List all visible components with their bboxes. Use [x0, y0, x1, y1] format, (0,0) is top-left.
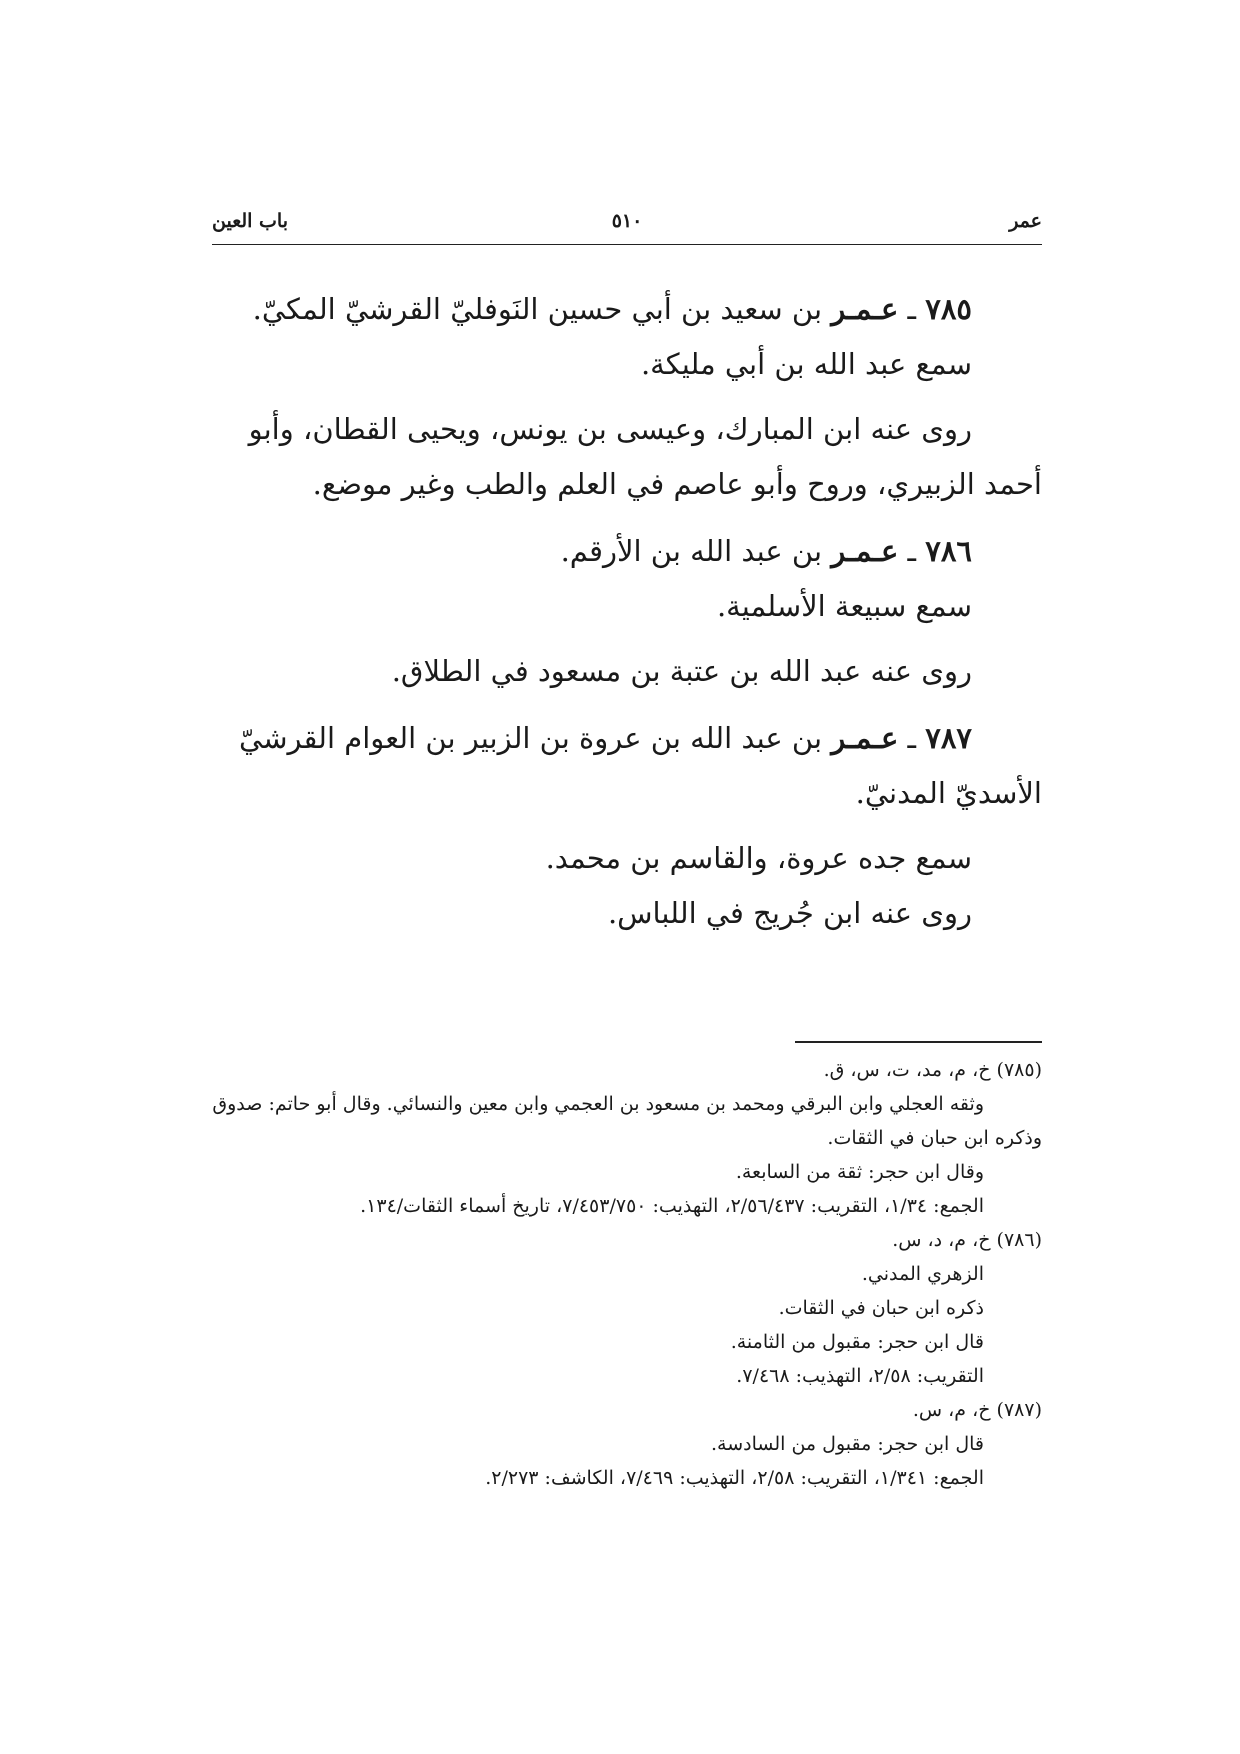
entry-heading: ٧٨٥ ـ عـمـر بن سعيد بن أبي حسين النَوفليّ القرشيّ المكيّ. — [252, 292, 972, 326]
entry-785 — [212, 282, 1042, 512]
header-section-name: عمر — [1009, 210, 1042, 232]
footnote-codes: خ، م، مد، ت، س، ق. — [823, 1059, 991, 1081]
footnote-heading — [212, 1053, 1042, 1087]
footnote-heading — [212, 1393, 1042, 1427]
entry-heading: ٧٨٦ ـ عـمـر بن عبد الله بن الأرقم. — [560, 534, 972, 568]
entry-name: عـمـر — [831, 721, 899, 755]
entry-line: بن عبد الله بن الأرقم. — [560, 534, 823, 568]
footnote-ref: (٧٨٥) — [996, 1059, 1042, 1081]
footnote-codes: خ، م، د، س. — [892, 1229, 991, 1251]
entry-line: سمع عبد الله بن أبي مليكة. — [640, 347, 972, 381]
footnote-line: قال ابن حجر: مقبول من الثامنة. — [730, 1331, 984, 1353]
entry-heading: ٧٨٧ ـ عـمـر بن عبد الله بن عروة بن الزبير بن العوام القرشيّ الأسديّ المدنيّ. — [239, 721, 1042, 810]
footnote-line: وثقه العجلي وابن البرقي ومحمد بن مسعود بن العجمي وابن معين والنسائي. وقال أبو حاتم: صدوق وذكره ابن حبان في الثقات. — [212, 1093, 1042, 1149]
entry-number: ٧٨٥ — [925, 292, 972, 326]
entry-line: روى عنه عبد الله بن عتبة بن مسعود في الطلاق. — [391, 654, 972, 688]
main-text — [212, 282, 1042, 953]
footnote-divider — [795, 1041, 1042, 1043]
entry-number: ٧٨٦ — [925, 534, 972, 568]
footnote-786 — [212, 1223, 1042, 1393]
footnote-line: قال ابن حجر: مقبول من السادسة. — [711, 1433, 984, 1455]
entry-line: سمع سبيعة الأسلمية. — [716, 589, 972, 623]
footnote-787 — [212, 1393, 1042, 1495]
entry-line: روى عنه ابن المبارك، وعيسى بن يونس، ويحيى القطان، وأبو أحمد الزبيري، وروح وأبو عاصم في العلم والطب وغير موضع. — [248, 412, 1042, 501]
entry-number: ٧٨٧ — [925, 721, 972, 755]
entry-name: عـمـر — [831, 534, 899, 568]
entry-line: سمع جده عروة، والقاسم بن محمد. — [545, 841, 972, 875]
header-chapter-title: باب العين — [212, 210, 289, 232]
entry-line: روى عنه ابن جُريج في اللباس. — [607, 896, 972, 930]
entry-line: بن سعيد بن أبي حسين النَوفليّ القرشيّ المكيّ. — [252, 292, 823, 326]
footnotes — [212, 1053, 1042, 1495]
page-number: ٥١٠ — [611, 210, 643, 232]
footnote-line: الجمع: ١/٣٤، التقريب: ٢/٥٦/٤٣٧، التهذيب: ٧/٤٥٣/٧٥٠، تاريخ أسماء الثقات/١٣٤. — [360, 1195, 984, 1217]
footnote-line: وقال ابن حجر: ثقة من السابعة. — [735, 1161, 984, 1183]
entry-line: بن عبد الله بن عروة بن الزبير بن العوام القرشيّ الأسديّ المدنيّ. — [239, 721, 1042, 810]
footnote-ref: (٧٨٦) — [996, 1229, 1042, 1251]
footnote-line: الزهري المدني. — [861, 1263, 984, 1285]
page-header — [212, 204, 1042, 245]
footnote-line: التقريب: ٢/٥٨، التهذيب: ٧/٤٦٨. — [736, 1365, 984, 1387]
footnote-ref: (٧٨٧) — [996, 1399, 1042, 1421]
entry-name: عـمـر — [831, 292, 899, 326]
footnote-codes: خ، م، س. — [912, 1399, 991, 1421]
footnote-line: ذكره ابن حبان في الثقات. — [778, 1297, 984, 1319]
footnote-785 — [212, 1053, 1042, 1223]
entry-787 — [212, 711, 1042, 941]
footnote-heading — [212, 1223, 1042, 1257]
entry-786 — [212, 524, 1042, 699]
footnote-line: الجمع: ١/٣٤١، التقريب: ٢/٥٨، التهذيب: ٧/٤٦٩، الكاشف: ٢/٢٧٣. — [485, 1467, 984, 1489]
